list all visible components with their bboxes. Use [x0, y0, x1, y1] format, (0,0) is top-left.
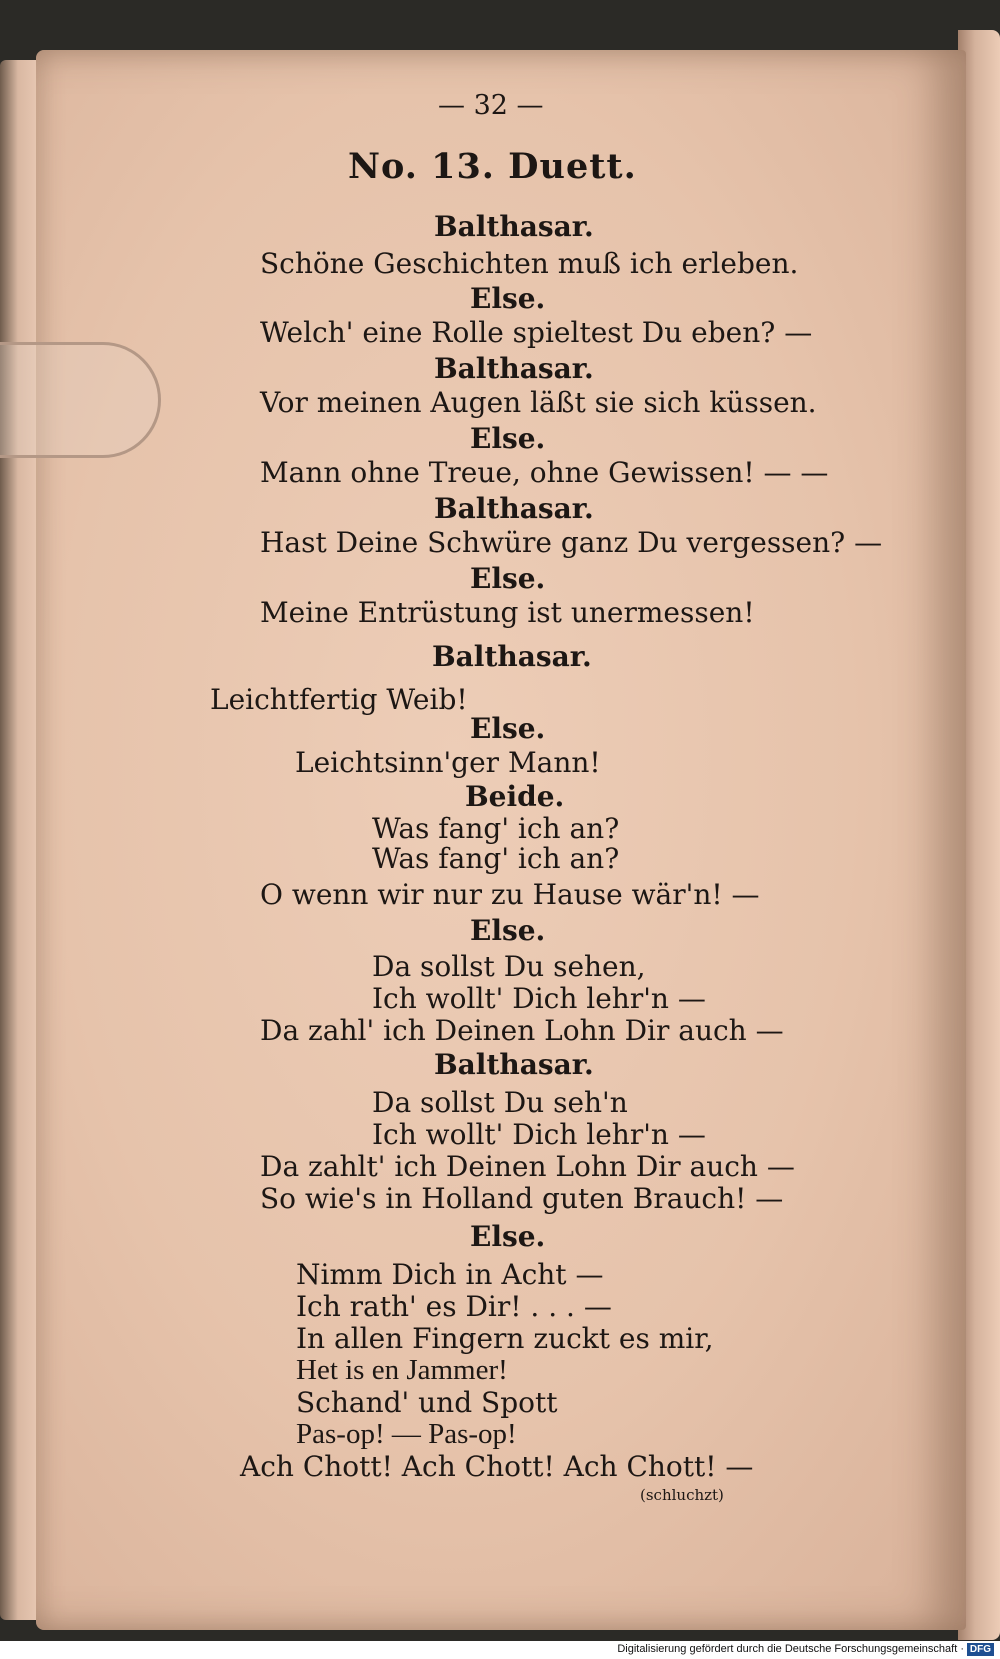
verse-line: Welch' eine Rolle spieltest Du eben? — [260, 316, 813, 349]
speaker-label: Else. [470, 282, 546, 315]
verse-line: So wie's in Holland guten Brauch! — [260, 1182, 784, 1215]
verse-line: Ich wollt' Dich lehr'n — [372, 982, 706, 1015]
verse-line: Meine Entrüstung ist unermessen! [260, 596, 755, 629]
verse-line: Nimm Dich in Acht — [296, 1258, 604, 1291]
speaker-label: Balthasar. [432, 640, 592, 673]
verse-line: Schöne Geschichten muß ich erleben. [260, 247, 799, 280]
verse-line: Het is en Jammer! [296, 1354, 508, 1386]
verse-line: Schand' und Spott [296, 1386, 558, 1419]
dfg-logo: DFG [967, 1643, 994, 1656]
speaker-label: Else. [470, 1220, 546, 1253]
verse-line: Leichtfertig Weib! [210, 683, 468, 716]
stage-direction: (schluchzt) [640, 1486, 724, 1504]
verse-line: Mann ohne Treue, ohne Gewissen! — — [260, 456, 829, 489]
speaker-label: Else. [470, 914, 546, 947]
verse-line: Ich rath' es Dir! . . . — [296, 1290, 612, 1323]
verse-line: Vor meinen Augen läßt sie sich küssen. [260, 386, 817, 419]
speaker-label: Else. [470, 712, 546, 745]
speaker-label: Balthasar. [434, 210, 594, 243]
section-title: No. 13. Duett. [348, 146, 637, 187]
verse-line: O wenn wir nur zu Hause wär'n! — [260, 878, 760, 911]
speaker-label: Balthasar. [434, 492, 594, 525]
verse-line: Pas-op! — Pas-op! [296, 1418, 517, 1450]
verse-line: Was fang' ich an? [372, 812, 620, 845]
verse-line: In allen Fingern zuckt es mir, [296, 1322, 714, 1355]
verse-line: Leichtsinn'ger Mann! [295, 746, 601, 779]
speaker-label: Beide. [465, 780, 565, 813]
verse-line: Da zahlt' ich Deinen Lohn Dir auch — [260, 1150, 795, 1183]
verse-line: Da sollst Du seh'n [372, 1086, 628, 1119]
verse-line: Da zahl' ich Deinen Lohn Dir auch — [260, 1014, 784, 1047]
page-clip [0, 342, 161, 458]
speaker-label: Balthasar. [434, 1048, 594, 1081]
footer-credit: Digitalisierung gefördert durch die Deutsche Forschungsgemeinschaft · [617, 1643, 964, 1655]
speaker-label: Else. [470, 422, 546, 455]
speaker-label: Balthasar. [434, 352, 594, 385]
verse-line: Da sollst Du sehen, [372, 950, 646, 983]
book-left-edge [0, 60, 40, 1620]
verse-line: Was fang' ich an? [372, 842, 620, 875]
page-number: — 32 — [438, 90, 544, 121]
verse-line: Ach Chott! Ach Chott! Ach Chott! — [240, 1450, 754, 1483]
verse-line: Ich wollt' Dich lehr'n — [372, 1118, 706, 1151]
speaker-label: Else. [470, 562, 546, 595]
verse-line: Hast Deine Schwüre ganz Du vergessen? — [260, 526, 883, 559]
